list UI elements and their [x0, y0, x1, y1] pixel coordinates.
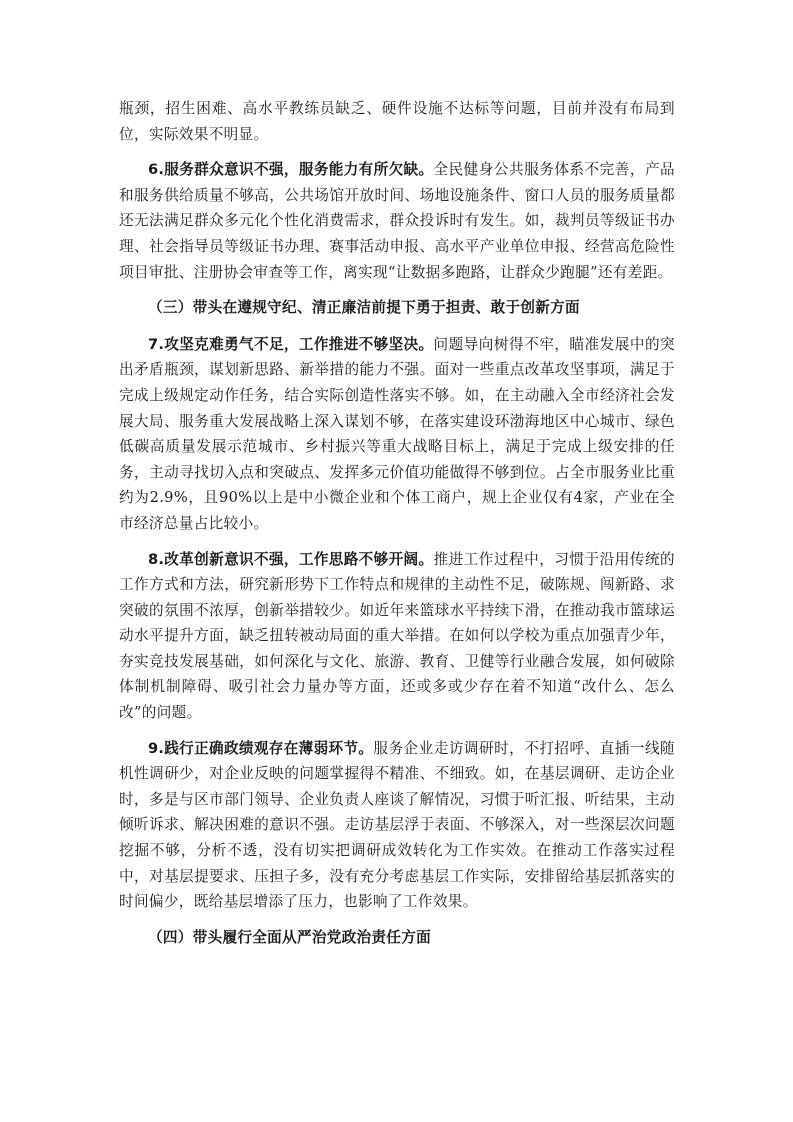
item-8-paragraph	[119, 547, 675, 726]
item-8-body: 推进工作过程中，习惯于沿用传统的工作方式和方法，研究新形势下工作特点和规律的主动性不足，破陈规、闯新路、求突破的氛围不浓厚，创新举措较少。如近年来篮球水平持续下滑，在推动我市篮球运动水平提升方面，缺乏扭转被动局面的重大举措。在如何以学校为重点加强青少年，夯实竞技发展基础，如何深化与文化、旅游、教育、卫健等行业融合发展，如何破除体制机制障碍、吸引社会力量办等方面，还或多或少存在着不知道“改什么、怎么改”的问题。	[119, 550, 675, 722]
item-7-lead: 7.攻坚克难勇气不足，工作推进不够坚决。	[148, 335, 434, 353]
section-3-heading: （三）带头在遵规守纪、清正廉洁前提下勇于担责、敢于创新方面	[148, 299, 580, 317]
item-6-lead: 6.服务群众意识不强，服务能力有所欠缺。	[148, 161, 434, 179]
item-7-paragraph	[119, 332, 675, 537]
item-6-paragraph	[119, 157, 675, 285]
item-9-paragraph	[119, 736, 675, 915]
intro-continuation-text: 瓶颈，招生困难、高水平教练员缺乏、硬件设施不达标等问题，目前并没有布局到位，实际效果不明显。	[119, 100, 675, 143]
item-6-body: 全民健身公共服务体系不完善，产品和服务供给质量不够高，公共场馆开放时间、场地设施条件、窗口人员的服务质量都还无法满足群众多元化个性化消费需求，群众投诉时有发生。如，裁判员等级证书办理、社会指导员等级证书办理、赛事活动申报、高水平产业单位申报、经营高危险性项目审批、注册协会审查等工作，离实现“让数据多跑路，让群众少跑腿”还有差距。	[119, 161, 675, 281]
item-7-body: 问题导向树得不牢，瞄准发展中的突出矛盾瓶颈，谋划新思路、新举措的能力不强。面对一些重点改革攻坚事项，满足于完成上级规定动作任务，结合实际创造性落实不够。如，在主动融入全市经济社会发展大局、服务重大发展战略上深入谋划不够，在落实建设环渤海地区中心城市、绿色低碳高质量发展示范城市、乡村振兴等重大战略目标上，满足于完成上级安排的任务，主动寻找切入点和突破点、发挥多元价值功能做得不够到位。占全市服务业比重约为2.9%，且90%以上是中小微企业和个体工商户，规上企业仅有4家，产业在全市经济总量占比较小。	[119, 335, 675, 532]
intro-continuation-paragraph	[119, 96, 675, 147]
document-body	[119, 96, 675, 961]
item-9-lead: 9.践行正确政绩观存在薄弱环节。	[148, 739, 374, 757]
item-9-body: 服务企业走访调研时，不打招呼、直插一线随机性调研少，对企业反映的问题掌握得不精准、不细致。如，在基层调研、走访企业时，多是与区市部门领导、企业负责人座谈了解情况，习惯于听汇报、听结果，主动倾听诉求、解决困难的意识不强。走访基层浮于表面、不够深入，对一些深层次问题挖掘不够，分析不透，没有切实把调研成效转化为工作实效。在推动工作落实过程中，对基层提要求、压担子多，没有充分考虑基层工作实际，安排留给基层抓落实的时间偏少，既给基层增添了压力，也影响了工作效果。	[119, 739, 675, 911]
item-8-lead: 8.改革创新意识不强，工作思路不够开阔。	[148, 550, 434, 568]
section-4-heading: （四）带头履行全面从严治党政治责任方面	[148, 928, 431, 946]
